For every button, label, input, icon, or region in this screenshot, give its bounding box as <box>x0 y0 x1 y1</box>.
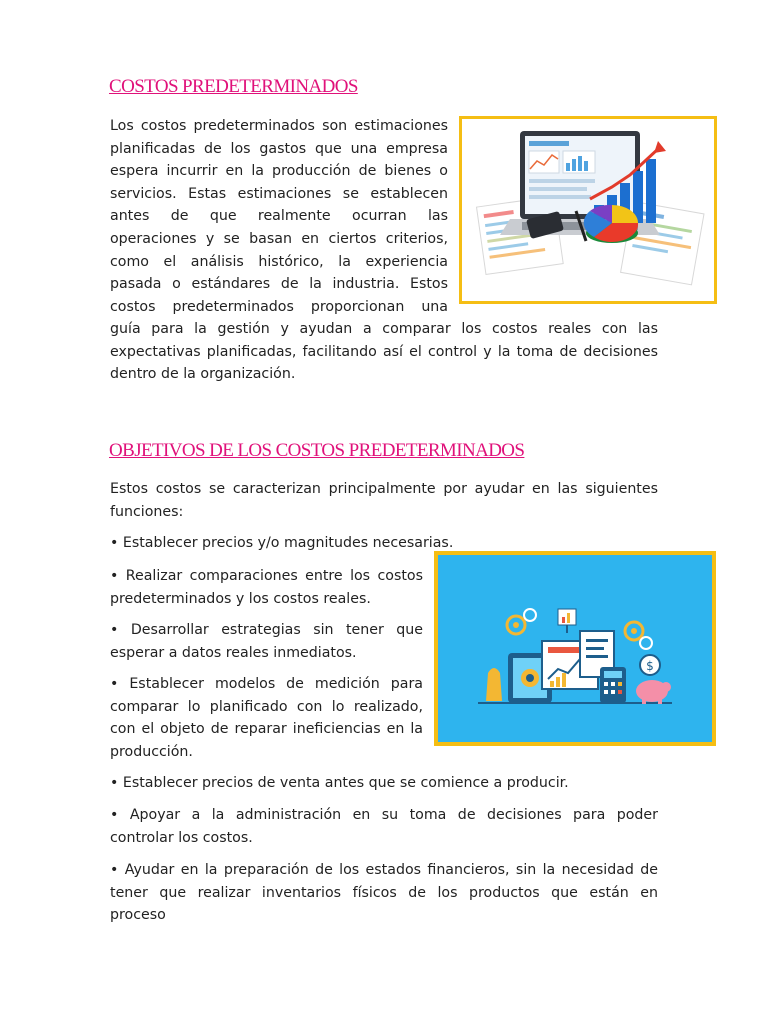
paragraph-line: como el análisis histórico, la experiencia <box>110 253 448 270</box>
intro-line: Estos costos se caracterizan principalmente por ayudar en las siguientes <box>110 481 658 497</box>
bullet-line: proceso <box>110 907 166 924</box>
section-title-costos-predeterminados: COSTOS PREDETERMINADOS <box>109 76 358 97</box>
finance-illustration <box>438 555 712 742</box>
bullet-item <box>110 565 423 610</box>
intro-line: funciones: <box>110 503 184 520</box>
paragraph-line: espera incurrir en la producción de bienes o <box>110 163 448 180</box>
laptop-analytics-illustration <box>462 119 714 301</box>
bullet-line: • Apoyar a la administración en su toma de decisiones para poder <box>110 807 658 823</box>
bullet-item <box>110 619 423 664</box>
section1-paragraph-full <box>110 318 658 386</box>
paragraph-line: planificadas de los gastos que una empresa <box>110 140 448 157</box>
paragraph-line: guía para la gestión y ayudan a comparar los costos reales con las <box>110 321 658 337</box>
bullet-line: tener que realizar inventarios físicos de los productos que están en <box>110 884 658 901</box>
paragraph-line: costos predeterminados proporcionan una <box>110 298 448 315</box>
paragraph-line: antes de que realmente ocurran las <box>110 208 448 225</box>
bullet-line: • Establecer precios de venta antes que se comience a producir. <box>110 775 569 791</box>
section1-paragraph-wrapped <box>110 115 448 318</box>
bullet-line: • Establecer modelos de medición para <box>110 676 423 692</box>
bullet-line: con el objeto de reparar ineficiencias en la <box>110 721 423 738</box>
bullet-line: • Desarrollar estrategias sin tener que <box>110 622 423 638</box>
bullet-item <box>110 673 423 763</box>
bullet-line: • Ayudar en la preparación de los estados financieros, sin la necesidad de <box>110 862 658 878</box>
section-title-objetivos: OBJETIVOS DE LOS COSTOS PREDETERMINADOS <box>109 440 525 461</box>
bullet-line: esperar a datos reales inmediatos. <box>110 644 357 661</box>
bullet-line: • Establecer precios y/o magnitudes necesarias. <box>110 535 454 551</box>
laptop-analytics-image <box>459 116 717 304</box>
bullet-item <box>110 772 658 795</box>
bullet-item <box>110 804 658 849</box>
section2-intro <box>110 478 658 523</box>
paragraph-line: Los costos predeterminados son estimaciones <box>110 118 448 134</box>
bullet-line: comparar lo planificado con lo realizado, <box>110 698 423 715</box>
finance-illustration-image <box>434 551 716 746</box>
svg-text:$: $ <box>646 659 654 673</box>
paragraph-line: expectativas planificadas, facilitando así el control y la toma de decisiones <box>110 343 658 360</box>
paragraph-line: dentro de la organización. <box>110 366 296 383</box>
paragraph-line: servicios. Estas estimaciones se establecen <box>110 185 448 202</box>
paragraph-line: operaciones y se basan en ciertos criterios, <box>110 230 448 247</box>
bullet-line: controlar los costos. <box>110 829 253 846</box>
bullet-line: producción. <box>110 743 193 760</box>
paragraph-line: pasada o estándares de la industria. Estos <box>110 276 448 293</box>
bullet-line: predeterminados y los costos reales. <box>110 590 371 607</box>
bullet-item <box>110 859 658 927</box>
bullet-line: • Realizar comparaciones entre los costos <box>110 568 423 584</box>
